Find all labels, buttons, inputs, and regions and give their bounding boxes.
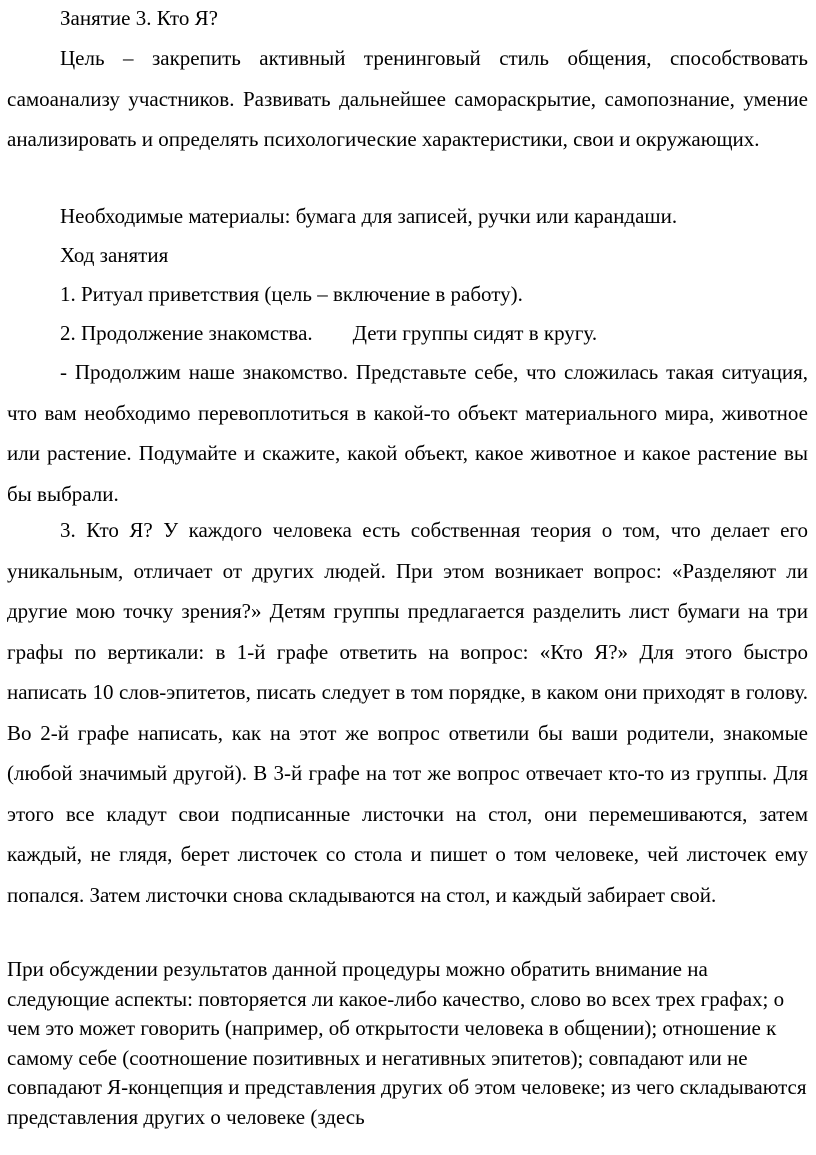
step-1: 1. Ритуал приветствия (цель – включение в работу). <box>60 282 523 306</box>
goal-paragraph: Цель – закрепить активный тренинговый стиль общения, способствовать самоанализу участников. Развивать дальнейшее самораскрытие, самопознание, умение анализировать и определять психологические характеристики, свои и окружающих. <box>7 46 808 151</box>
materials-paragraph: Необходимые материалы: бумага для записей, ручки или карандаши. <box>60 204 678 228</box>
step-2-instruction: - Продолжим наше знакомство. Представьте себе, что сложилась такая ситуация, что вам необходимо перевоплотиться в какой-то объект материального мира, животное или растение. Подумайте и скажите, какой объект, какое животное и какое растение вы бы выбрали. <box>7 360 808 506</box>
lesson-title: Занятие 3. Кто Я? <box>60 6 218 30</box>
discussion-paragraph: При обсуждении результатов данной процедуры можно обратить внимание на следующие аспекты: повторяется ли какое-либо качество, слово во всех трех графах; о чем это может говорить (например, об открытости человека в общении); отношение к самому себе (соотношение позитивных и негативных эпитетов); совпадают или не совпадают Я-концепция и представления других об этом человеке; из чего складываются представления других о человеке (здесь <box>7 957 807 1129</box>
step-2 <box>7 313 808 354</box>
step-3-paragraph: 3. Кто Я? У каждого человека есть собственная теория о том, что делает его уникальным, отличает от других людей. При этом возникает вопрос: «Разделяют ли другие мою точку зрения?» Детям группы предлагается разделить лист бумаги на три графы по вертикали: в 1-й графе ответить на вопрос: «Кто Я?» Для этого быстро написать 10 слов-эпитетов, писать следует в том порядке, в каком они приходят в голову. Во 2-й графе написать, как на этот же вопрос ответили бы ваши родители, знакомые (любой значимый другой). В 3-й графе на тот же вопрос отвечает кто-то из группы. Для этого все кладут свои подписанные листочки на стол, они перемешиваются, затем каждый, не глядя, берет листочек со стола и пишет о том человеке, чей листочек ему попался. Затем листочки снова складываются на стол, и каждый забирает свой. <box>7 518 808 907</box>
course-heading: Ход занятия <box>60 243 169 267</box>
step-2-label: 2. Продолжение знакомства. <box>60 321 313 345</box>
step-2-text: Дети группы сидят в кругу. <box>352 321 598 345</box>
